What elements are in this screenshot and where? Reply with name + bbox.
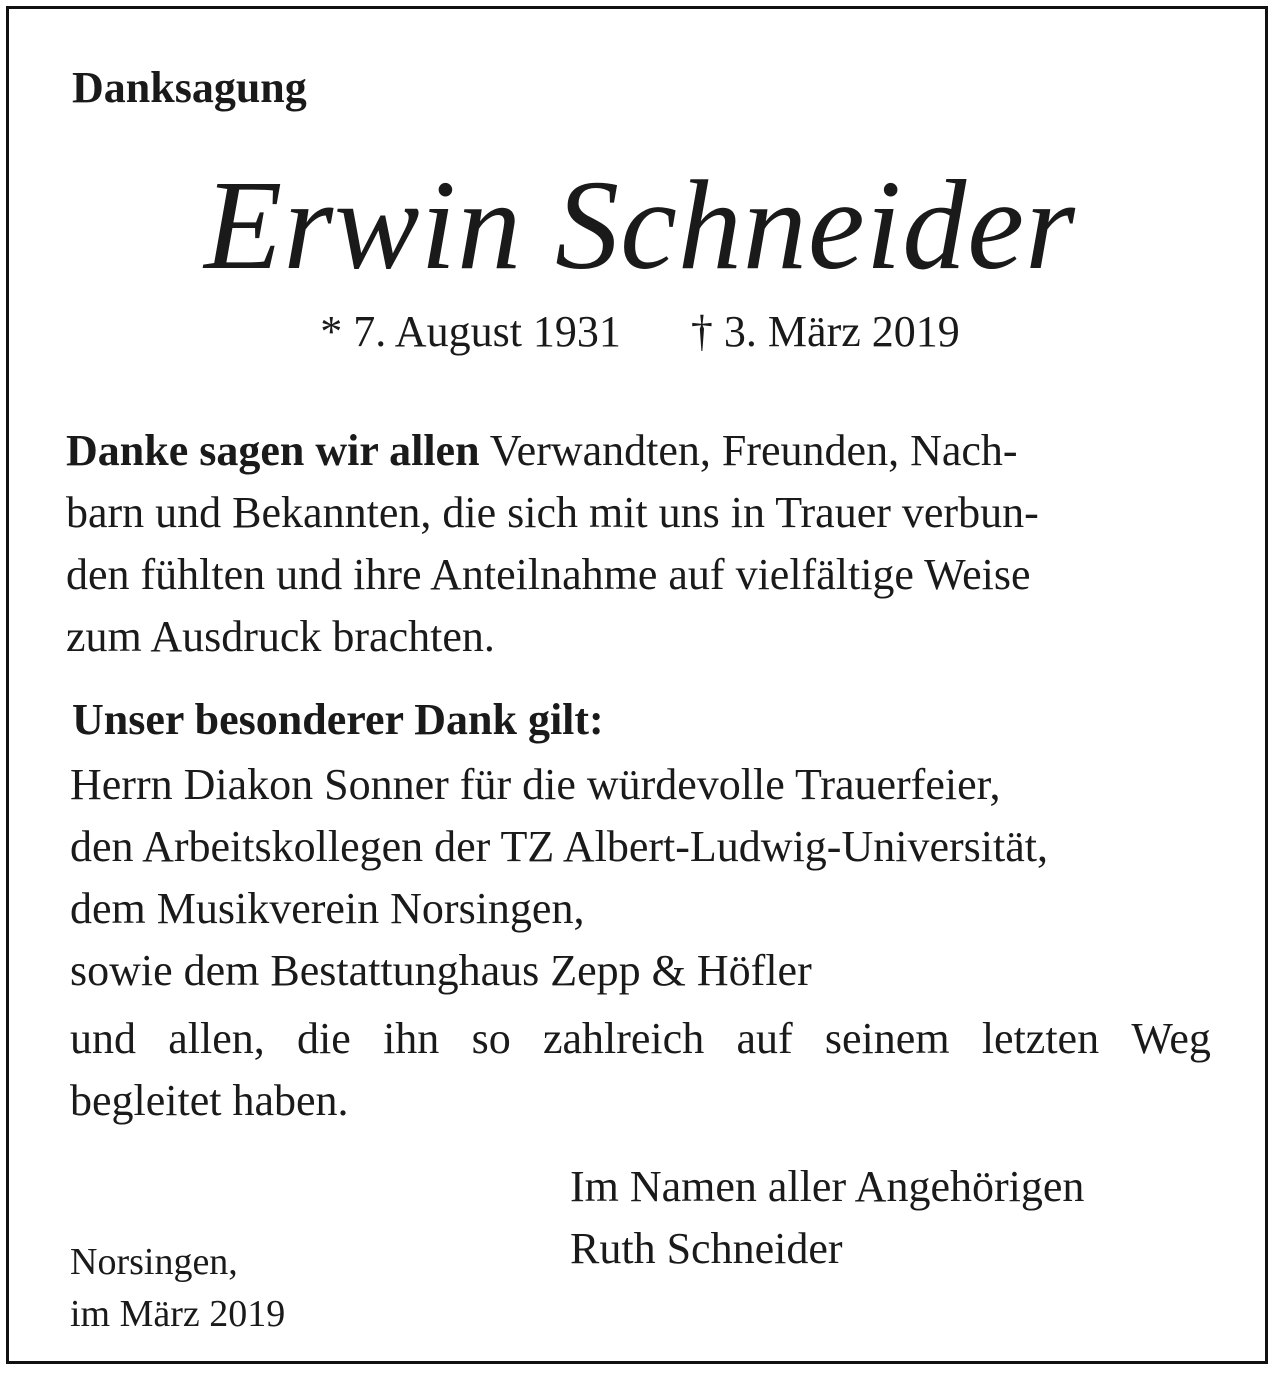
thanks-list-item: den Arbeitskollegen der TZ Albert-Ludwig-Universität, [70,822,1048,871]
closing-word: und [70,1014,136,1063]
signature-block [570,1156,1084,1280]
thanks-list-item: dem Musikverein Norsingen, [70,884,585,933]
closing-word: allen, [168,1014,265,1063]
closing-word: die [297,1014,351,1063]
place-line: Norsingen, [70,1241,238,1283]
thanks-bold-intro: Danke sagen wir allen [66,426,480,475]
thanks-paragraph-line: den fühlten und ihre Anteilnahme auf vielfältige Weise [66,550,1031,599]
thanks-paragraph-line [66,420,1211,482]
closing-line: begleitet haben. [70,1076,349,1125]
birth-date: * 7. August 1931 [320,307,621,356]
thanks-list-item: sowie dem Bestattunghaus Zepp & Höfler [70,946,812,995]
closing-paragraph [70,1008,1211,1132]
closing-word: so [471,1014,511,1063]
death-date: † 3. März 2019 [690,307,960,356]
thanks-paragraph-line: zum Ausdruck brachten. [66,612,495,661]
signature-line: Im Namen aller Angehörigen [570,1162,1085,1211]
life-dates [0,306,1280,357]
notice-title: Danksagung [72,63,307,112]
thanks-list-item: Herrn Diakon Sonner für die würdevolle Trauerfeier, [70,760,1001,809]
signature-name: Ruth Schneider [570,1224,843,1273]
thanks-line-rest: Verwandten, Freunden, Nach- [479,426,1018,475]
date-line: im März 2019 [70,1293,286,1335]
closing-word: zahlreich [542,1014,705,1063]
closing-word: seinem [824,1014,950,1063]
special-thanks-list [70,754,1048,1002]
place-and-date [70,1236,285,1340]
closing-word: Weg [1131,1014,1211,1063]
special-thanks-heading: Unser besonderer Dank gilt: [72,695,604,744]
closing-line-justified [70,1008,1211,1070]
thanks-paragraph [66,420,1211,668]
closing-word: letzten [981,1014,1100,1063]
thanks-paragraph-line: barn und Bekannten, die sich mit uns in Trauer verbun- [66,488,1039,537]
closing-word: auf [736,1014,793,1063]
deceased-name: Erwin Schneider [204,154,1076,296]
closing-word: ihn [383,1014,440,1063]
